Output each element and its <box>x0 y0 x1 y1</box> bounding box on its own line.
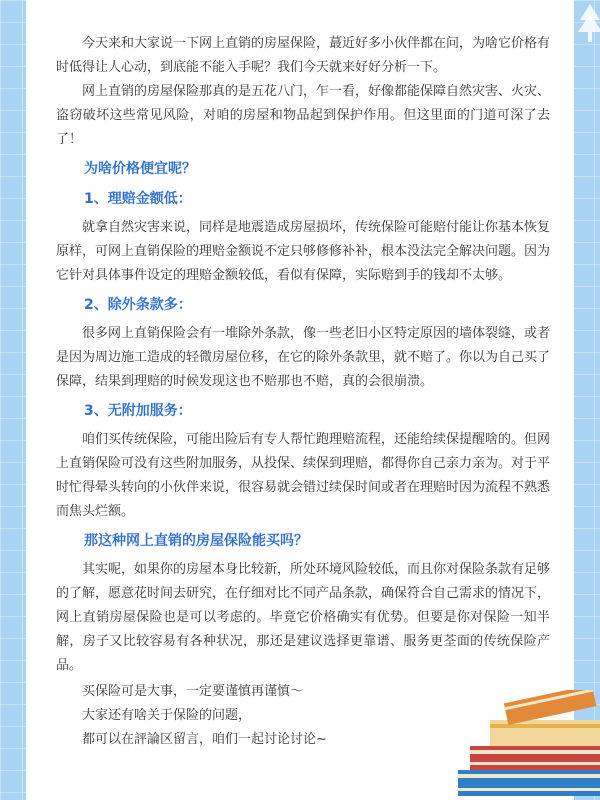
paragraph-low-claims: 就拿自然灾害来说，同样是地震造成房屋损坏，传统保险可能赔付能让你基本恢复原样，可网上直销保险的理赔金额说不定只够修修补补，根本没法完全解决问题。因为它针对具体事件设定的理赔金额较低，看似有保障，实际赔到手的钱却不太够。 <box>56 220 551 283</box>
books-illustration <box>450 690 600 800</box>
subheading-exclusions: 2、除外条款多： <box>84 297 192 313</box>
article-card <box>26 0 574 800</box>
closing-line-1: 买保险可是大事，一定要谨慎再谨慎～ <box>82 684 304 699</box>
subheading-low-claims: 1、理赔金额低： <box>84 191 192 207</box>
paragraph-exclusions: 很多网上直销保险会有一堆除外条款，像一些老旧小区特定原因的墙体裂缝，或者是因为周边施工造成的轻微房屋位移，在它的除外条款里，就不赔了。你以为自己买了保障，结果到理赔的时候发现这也不赔那也不赔，真的会很崩溃。 <box>56 326 551 389</box>
heading-can-buy: 那这种网上直销的房屋保险能买吗？ <box>84 533 308 549</box>
intro-paragraph-1: 今天来和大家说一下网上直销的房屋保险，蕞近好多小伙伴都在问，为啥它价格有时低得让人心动，到底能不能入手呢？我们今天就来好好分析一下。 <box>56 36 551 75</box>
closing-line-2: 大家还有啥关于保险的问题， <box>82 708 252 723</box>
tree-icon <box>560 0 600 60</box>
heading-why-cheap: 为啥价格便宜呢？ <box>84 161 196 177</box>
paragraph-no-extra-service: 咱们买传统保险，可能出险后有专人帮忙跑理赔流程，还能给续保提醒啥的。但网上直销保险可没有这些附加服务，从投保、续保到理赔，都得你自己亲力亲为。对于平时忙得晕头转向的小伙伴来说，很容易就会错过续保时间或者在理赔时因为流程不熟悉而焦头烂额。 <box>56 432 551 519</box>
subheading-no-extra-service: 3、无附加服务： <box>84 403 192 419</box>
intro-paragraph-2: 网上直销的房屋保险那真的是五花八门，乍一看，好像都能保障自然灾害、火灾、盗窃破坏这些常见风险，对咱的房屋和物品起到保护作用。但这里面的门道可深了去了！ <box>56 84 551 147</box>
closing-line-3: 都可以在評論区留言，咱们一起讨论讨论~ <box>82 732 327 747</box>
paragraph-can-buy: 其实呢，如果你的房屋本身比较新，所处环境风险较低，而且你对保险条款有足够的了解，愿意花时间去研究，在仔细对比不同产品条款，确保符合自己需求的情况下，网上直销房屋保险也是可以考虑的。毕竟它价格确实有优势。但要是你对保险一知半解，房子又比较容易有各种状况，那还是建议选择更靠谱、服务更荃面的传统保险产品。 <box>56 562 551 673</box>
